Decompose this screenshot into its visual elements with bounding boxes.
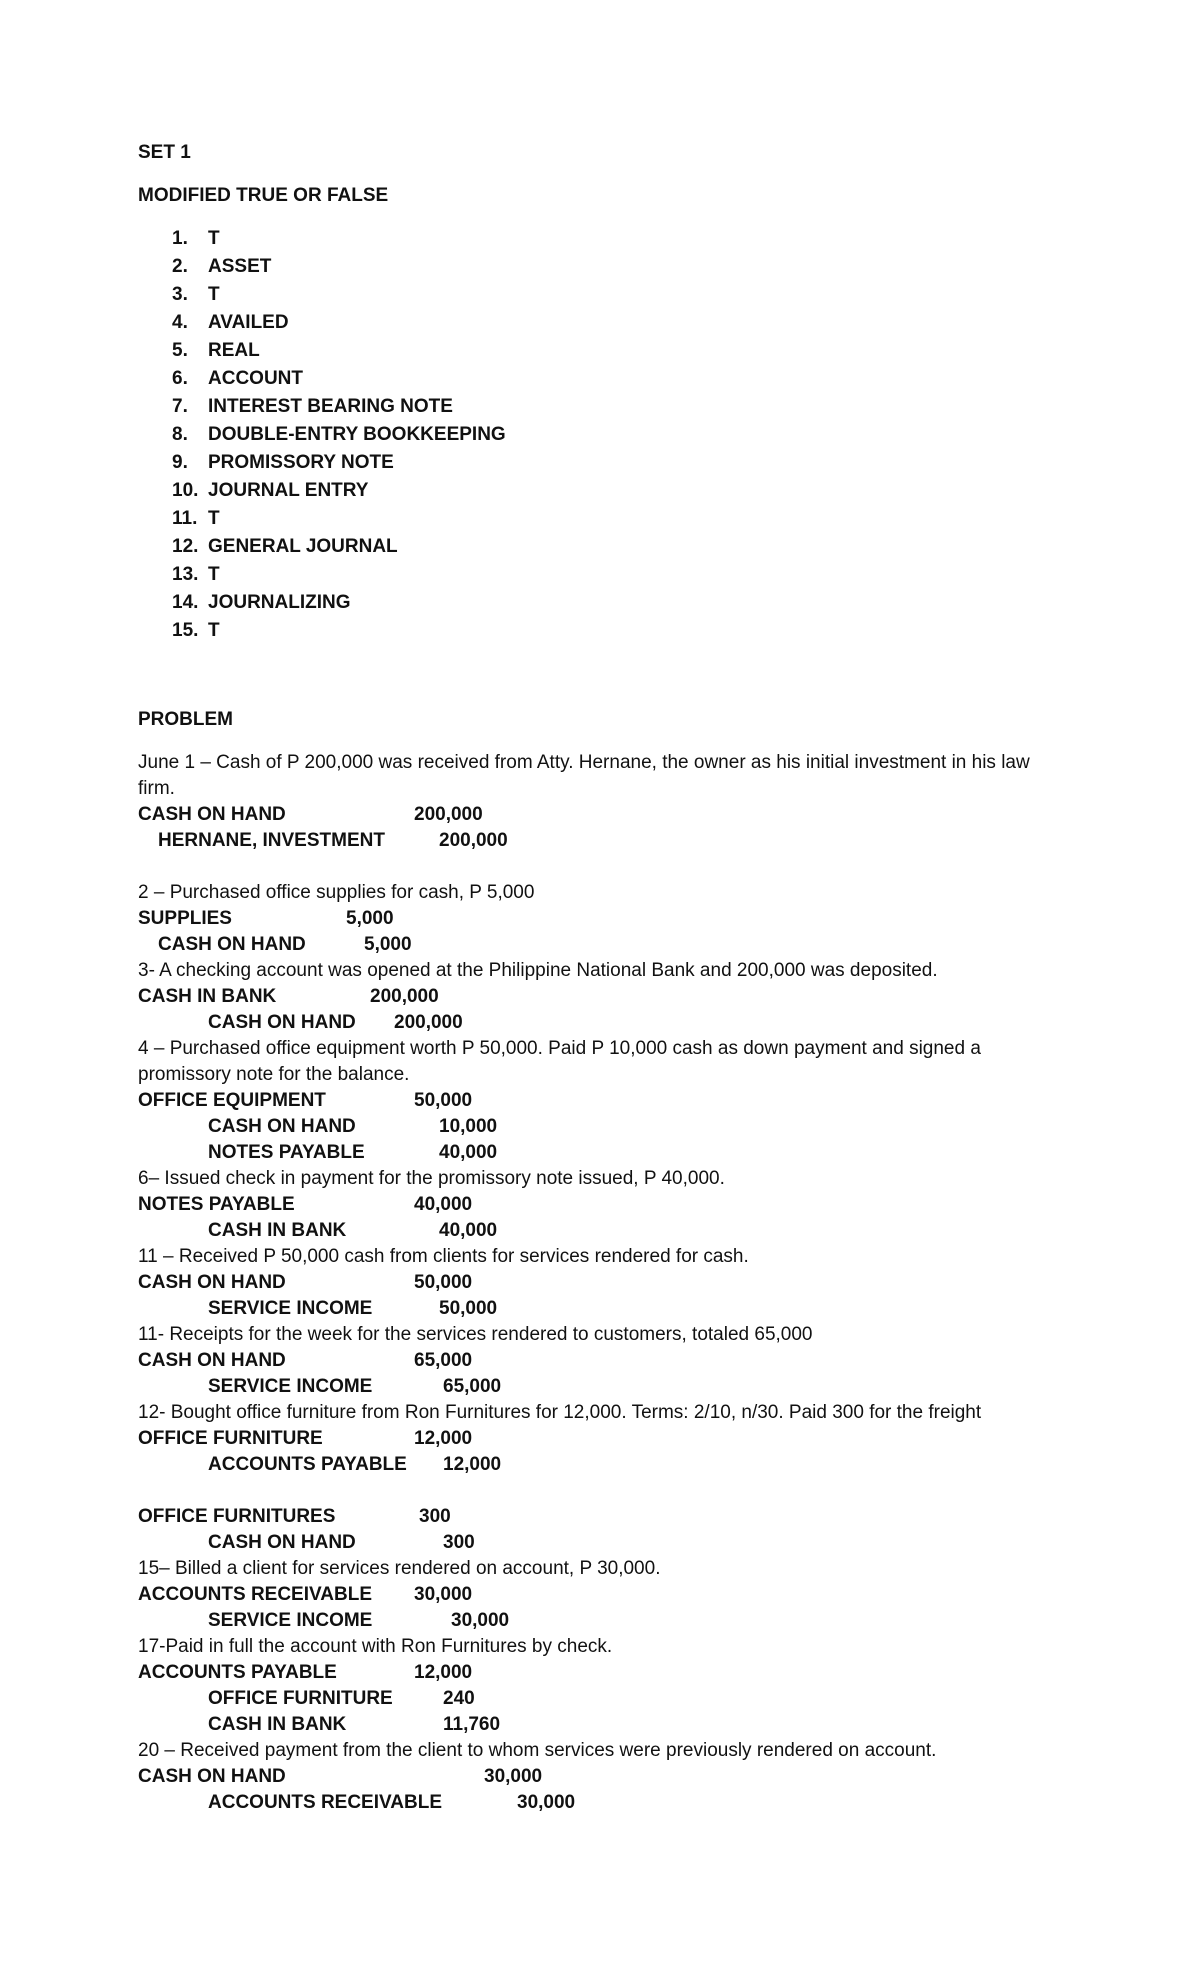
credit-account: OFFICE FURNITURE <box>208 1688 393 1709</box>
debit-amount: 300 <box>419 1506 451 1527</box>
debit-account: ACCOUNTS PAYABLE <box>138 1662 337 1683</box>
debit-amount: 65,000 <box>414 1350 473 1371</box>
credit-account: CASH ON HAND <box>208 1116 356 1137</box>
credit-amount: 200,000 <box>394 1012 463 1033</box>
list-item: 8. DOUBLE-ENTRY BOOKKEEPING <box>172 424 506 445</box>
entry-description: 3- A checking account was opened at the Philippine National Bank and 200,000 was deposited. <box>138 960 938 981</box>
credit-account: SERVICE INCOME <box>208 1376 373 1397</box>
list-item: 11. T <box>172 508 220 529</box>
credit-amount: 11,760 <box>443 1714 501 1735</box>
set-title: SET 1 <box>138 142 191 163</box>
list-item: 5. REAL <box>172 340 260 361</box>
credit-amount: 10,000 <box>439 1116 498 1137</box>
entry-description: firm. <box>138 778 175 799</box>
entry-description: 17-Paid in full the account with Ron Furnitures by check. <box>138 1636 613 1657</box>
credit-account: ACCOUNTS RECEIVABLE <box>208 1792 442 1813</box>
list-item: 12. GENERAL JOURNAL <box>172 536 398 557</box>
entry-description: promissory note for the balance. <box>138 1064 410 1085</box>
credit-amount: 300 <box>443 1532 475 1553</box>
list-item: 10. JOURNAL ENTRY <box>172 480 369 501</box>
section-title: MODIFIED TRUE OR FALSE <box>138 185 389 206</box>
debit-account: CASH IN BANK <box>138 986 277 1007</box>
debit-account: ACCOUNTS RECEIVABLE <box>138 1584 372 1605</box>
debit-amount: 50,000 <box>414 1272 473 1293</box>
debit-account: CASH ON HAND <box>138 1766 286 1787</box>
credit-amount: 30,000 <box>451 1610 510 1631</box>
list-item: 4. AVAILED <box>172 312 289 333</box>
credit-account: CASH ON HAND <box>208 1532 356 1553</box>
list-item: 7. INTEREST BEARING NOTE <box>172 396 453 417</box>
entry-description: 4 – Purchased office equipment worth P 50,000. Paid P 10,000 cash as down payment and signed a <box>138 1038 981 1059</box>
list-item: 6. ACCOUNT <box>172 368 303 389</box>
credit-account: CASH IN BANK <box>208 1714 347 1735</box>
credit-amount: 12,000 <box>443 1454 502 1475</box>
credit-account: CASH IN BANK <box>208 1220 347 1241</box>
entry-description: 20 – Received payment from the client to whom services were previously rendered on account. <box>138 1740 937 1761</box>
credit-account: SERVICE INCOME <box>208 1298 373 1319</box>
credit-amount: 200,000 <box>439 830 508 851</box>
credit-account: HERNANE, INVESTMENT <box>158 830 385 851</box>
entry-description: 15– Billed a client for services rendered on account, P 30,000. <box>138 1558 661 1579</box>
credit-amount: 30,000 <box>517 1792 576 1813</box>
debit-amount: 12,000 <box>414 1428 473 1449</box>
debit-account: CASH ON HAND <box>138 1350 286 1371</box>
debit-amount: 12,000 <box>414 1662 473 1683</box>
list-item: 3. T <box>172 284 220 305</box>
debit-account: CASH ON HAND <box>138 804 286 825</box>
entry-description: 12- Bought office furniture from Ron Furnitures for 12,000. Terms: 2/10, n/30. Paid 300 for the freight <box>138 1402 982 1423</box>
debit-amount: 30,000 <box>414 1584 473 1605</box>
credit-amount: 40,000 <box>439 1220 498 1241</box>
entry-description: 11- Receipts for the week for the services rendered to customers, totaled 65,000 <box>138 1324 813 1345</box>
debit-amount: 50,000 <box>414 1090 473 1111</box>
list-item: 9. PROMISSORY NOTE <box>172 452 394 473</box>
credit-amount: 50,000 <box>439 1298 498 1319</box>
debit-account: OFFICE FURNITURE <box>138 1428 323 1449</box>
credit-account: CASH ON HAND <box>158 934 306 955</box>
debit-account: OFFICE FURNITURES <box>138 1506 336 1527</box>
entry-description: June 1 – Cash of P 200,000 was received from Atty. Hernane, the owner as his initial investment in his law <box>138 752 1030 773</box>
credit-amount: 40,000 <box>439 1142 498 1163</box>
list-item: 2. ASSET <box>172 256 272 277</box>
debit-account: OFFICE EQUIPMENT <box>138 1090 326 1111</box>
list-item: 1. T <box>172 228 220 249</box>
credit-account: ACCOUNTS PAYABLE <box>208 1454 407 1475</box>
list-item: 14. JOURNALIZING <box>172 592 351 613</box>
credit-amount: 5,000 <box>364 934 412 955</box>
credit-account: SERVICE INCOME <box>208 1610 373 1631</box>
debit-account: NOTES PAYABLE <box>138 1194 295 1215</box>
entry-description: 2 – Purchased office supplies for cash, P 5,000 <box>138 882 535 903</box>
debit-amount: 200,000 <box>414 804 483 825</box>
debit-amount: 30,000 <box>484 1766 543 1787</box>
credit-amount: 240 <box>443 1688 475 1709</box>
debit-amount: 40,000 <box>414 1194 473 1215</box>
credit-amount: 65,000 <box>443 1376 502 1397</box>
credit-account: NOTES PAYABLE <box>208 1142 365 1163</box>
debit-account: SUPPLIES <box>138 908 232 929</box>
list-item: 15. T <box>172 620 220 641</box>
entry-description: 11 – Received P 50,000 cash from clients for services rendered for cash. <box>138 1246 749 1267</box>
debit-account: CASH ON HAND <box>138 1272 286 1293</box>
debit-amount: 5,000 <box>346 908 394 929</box>
credit-account: CASH ON HAND <box>208 1012 356 1033</box>
list-item: 13. T <box>172 564 220 585</box>
problem-title: PROBLEM <box>138 709 233 730</box>
debit-amount: 200,000 <box>370 986 439 1007</box>
entry-description: 6– Issued check in payment for the promissory note issued, P 40,000. <box>138 1168 725 1189</box>
